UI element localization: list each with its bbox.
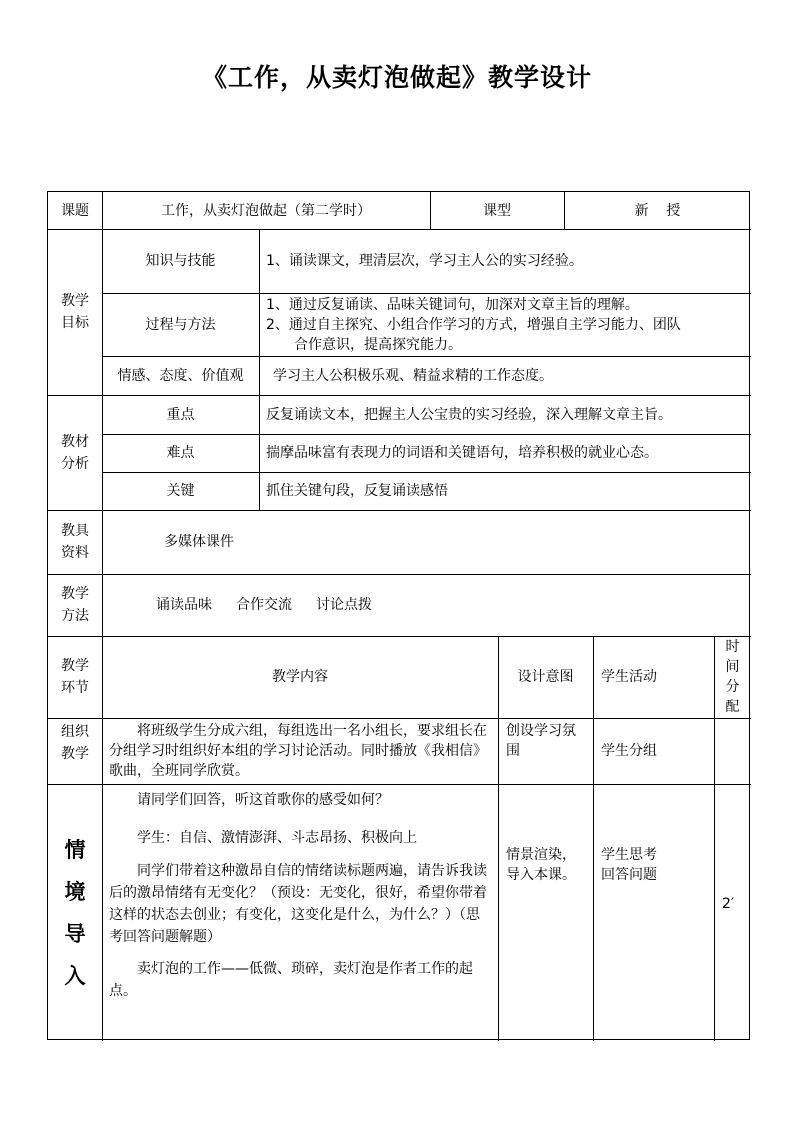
- time-header: 时 间 分 配: [725, 639, 740, 715]
- intro-paragraph: 学生：自信、激情澎湃、斗志昂扬、积极向上: [137, 830, 417, 846]
- method-item: 讨论点拨: [316, 597, 372, 613]
- page-title: 《工作，从卖灯泡做起》教学设计: [201, 63, 592, 92]
- intro-time: 2′: [722, 896, 735, 912]
- stage-header: 教学 环节: [61, 658, 89, 696]
- intent-header: 设计意图: [517, 669, 574, 685]
- emotion-label: 情感、态度、价值观: [117, 367, 244, 384]
- goals-label: 教学 目标: [61, 293, 89, 331]
- method-item: 合作交流: [236, 597, 292, 613]
- focus-text: 反复诵读文本，把握主人公宝贵的实习经验，深入理解文章主旨。: [266, 406, 672, 423]
- lesson-type-label: 课型: [483, 202, 511, 219]
- key-label: 关键: [166, 483, 195, 499]
- difficulty-label: 难点: [166, 445, 195, 461]
- process-method-text: 1、通过反复诵读、品味关键词句，加深对文章主旨的理解。 2、通过自主探究、小组合作学习的方式，增强自主学习能力、团队 合作意识，提高探究能力。: [266, 297, 681, 353]
- knowledge-label: 知识与技能: [145, 253, 216, 269]
- organize-label: 组织 教学: [61, 724, 89, 762]
- intro-label: 情 境 导 入: [64, 837, 86, 988]
- materials-text: 多媒体课件: [164, 534, 234, 550]
- intro-content: [102, 784, 498, 1041]
- process-method-label: 过程与方法: [145, 316, 216, 333]
- intro-paragraph: 请同学们回答，听这首歌你的感受如何？: [137, 792, 389, 808]
- activity-header: 学生活动: [601, 669, 657, 685]
- content-header: 教学内容: [272, 669, 328, 685]
- organize-content: 将班级学生分成六组，每组选出一名小组长，要求组长在分组学习时组织好本组的学习讨论活动。同时播放《我相信》歌曲，全班同学欣赏。: [109, 723, 487, 779]
- intro-paragraph: 卖灯泡的工作——低微、琐碎，卖灯泡是作者工作的起点。: [109, 961, 473, 999]
- methods-label: 教学 方法: [61, 586, 89, 624]
- materials-label: 教具 资料: [61, 523, 89, 561]
- knowledge-text: 1、诵读课文，理清层次，学习主人公的实习经验。: [266, 253, 583, 269]
- intro-activity: 学生思考 回答问题: [601, 847, 657, 883]
- focus-label: 重点: [166, 406, 195, 423]
- methods-list: [102, 574, 751, 636]
- emotion-text: 学习主人公积极乐观、精益求精的工作态度。: [273, 367, 553, 384]
- topic-value: 工作，从卖灯泡做起（第二学时）: [161, 202, 371, 219]
- organize-intent: 创设学习氛围: [506, 723, 576, 759]
- difficulty-text: 揣摩品味富有表现力的词语和关键语句，培养积极的就业心态。: [266, 445, 658, 461]
- analysis-label: 教材 分析: [61, 433, 89, 472]
- lesson-plan-table: [47, 191, 750, 1040]
- method-item: 诵读品味: [156, 597, 212, 613]
- key-text: 抓住关键句段，反复诵读感悟: [266, 483, 448, 499]
- intro-intent: 情景渲染， 导入本课。: [506, 847, 576, 883]
- lesson-type-value: 新 授: [634, 202, 681, 219]
- organize-activity: 学生分组: [601, 743, 657, 759]
- topic-label: 课题: [61, 202, 89, 219]
- intro-paragraph: 同学们带着这种激昂自信的情绪读标题两遍，请告诉我读后的激昂情绪有无变化？（预设：无变化，很好，希望你带着这样的状态去创业；有变化，这变化是什么，为什么？）（思考回答问题解题）: [109, 863, 487, 945]
